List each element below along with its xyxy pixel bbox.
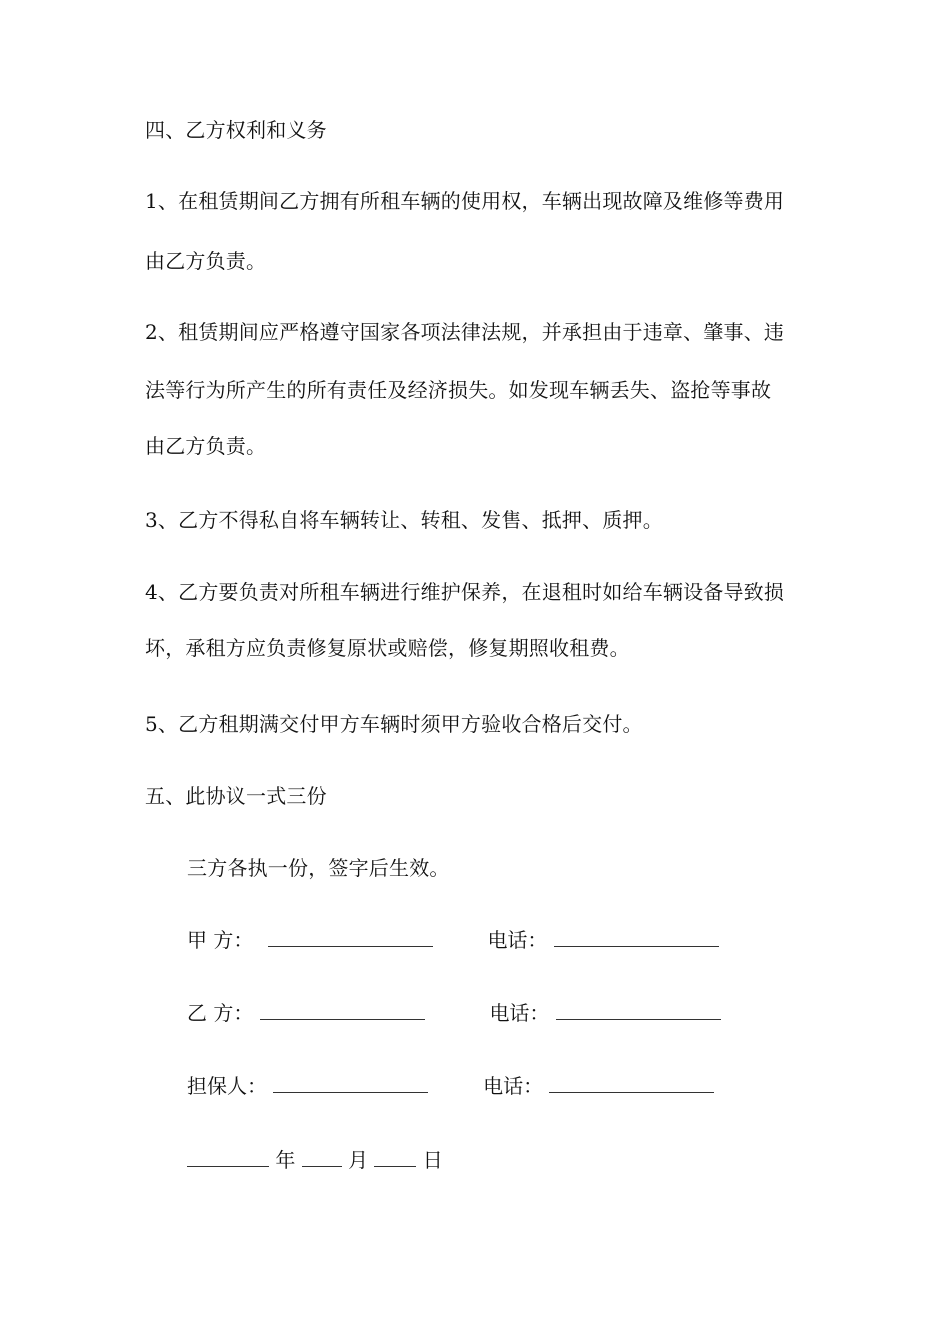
item4-line2: 坏，承租方应负责修复原状或赔偿，修复期照收租费。 <box>145 636 630 660</box>
party-b-label: 乙 方： <box>187 1001 254 1025</box>
party-a-phone-blank[interactable] <box>554 928 719 947</box>
year-label: 年 <box>275 1148 296 1172</box>
party-b-phone-label: 电话： <box>489 1001 550 1025</box>
guarantor-signature-blank[interactable] <box>273 1074 428 1093</box>
guarantor-label: 担保人： <box>187 1074 267 1098</box>
day-blank[interactable] <box>374 1148 416 1167</box>
section4-heading: 四、乙方权利和义务 <box>145 118 327 142</box>
item4-line1: 4、乙方要负责对所租车辆进行维护保养，在退租时如给车辆设备导致损 <box>145 580 785 604</box>
party-b-row <box>187 1001 807 1025</box>
guarantor-phone-blank[interactable] <box>549 1074 714 1093</box>
guarantor-phone-label: 电话： <box>483 1074 544 1098</box>
party-b-signature-blank[interactable] <box>260 1001 425 1020</box>
item2-line2: 法等行为所产生的所有责任及经济损失。如发现车辆丢失、盗抢等事故 <box>145 378 772 402</box>
date-row <box>187 1148 807 1172</box>
item5-line1: 5、乙方租期满交付甲方车辆时须甲方验收合格后交付。 <box>145 712 643 736</box>
party-a-signature-blank[interactable] <box>268 928 433 947</box>
item1-line1: 1、在租赁期间乙方拥有所租车辆的使用权，车辆出现故障及维修等费用 <box>145 189 785 213</box>
party-a-phone-label: 电话： <box>487 928 548 952</box>
party-a-row <box>187 928 807 952</box>
month-blank[interactable] <box>302 1148 342 1167</box>
section5-body: 三方各执一份，签字后生效。 <box>187 856 450 880</box>
guarantor-row <box>187 1074 807 1098</box>
item2-line1: 2、租赁期间应严格遵守国家各项法律法规，并承担由于违章、肇事、违 <box>145 320 785 344</box>
year-blank[interactable] <box>187 1148 269 1167</box>
item3-line1: 3、乙方不得私自将车辆转让、转租、发售、抵押、质押。 <box>145 508 663 532</box>
section5-heading: 五、此协议一式三份 <box>145 784 327 808</box>
party-a-label: 甲 方： <box>187 928 254 952</box>
item1-line2: 由乙方负责。 <box>145 249 267 273</box>
party-b-phone-blank[interactable] <box>556 1001 721 1020</box>
day-label: 日 <box>422 1148 443 1172</box>
item2-line3: 由乙方负责。 <box>145 434 267 458</box>
month-label: 月 <box>348 1148 369 1172</box>
